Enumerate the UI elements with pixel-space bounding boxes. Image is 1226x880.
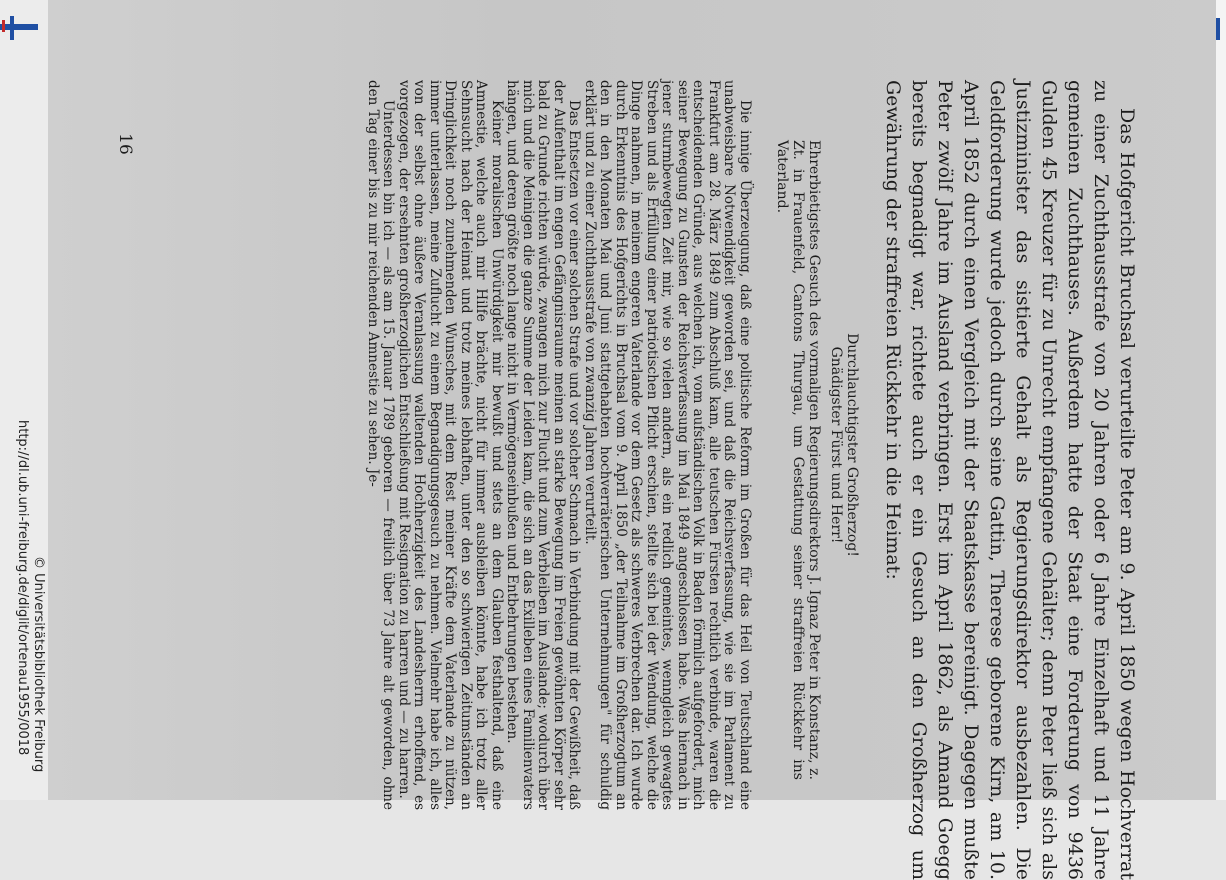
petition-address: Ehrerbietigstes Gesuch des vormaligen Regierungsdirektors J. Ignaz Peter in Konstanz, z. Zt. in Frauenfeld, Cantons Thurgau, um Gestattung seiner straffreien Rückkehr ins Vaterland. bbox=[774, 140, 822, 780]
side-annotation bbox=[0, 0, 48, 800]
copyright-notice: © Universitätsbibliothek Freiburg bbox=[31, 556, 46, 773]
greeting-line-1: Durchlauchtigster Großherzog! bbox=[844, 333, 860, 557]
petition-quote bbox=[365, 80, 753, 880]
quote-paragraph-4: Unterdessen bin ich — als am 15. Januar 1789 geboren — freilich über 73 Jahre alt geworden, ohne den Tag einer bis zu mir reichenden Amnestie zu sehen. Je- bbox=[365, 80, 397, 810]
source-url[interactable]: http://dl.ub.uni-freiburg.de/diglit/ortenau1955/0018 bbox=[15, 420, 30, 756]
rotated-page-content bbox=[74, 80, 1140, 880]
quote-paragraph-2: Das Entsetzen vor einer solchen Strafe und vor solcher Schmach in Verbindung mit der Gewißheit, daß der Aufenthalt im engen Gefängnisraume meinen an starke Bewegung im Freien gewöhnten Körper sehr bald zu Grunde richten würde, zwangen mich zur Flucht und zum Verbleiben im Auslande; wodurch über mich und die Meinigen die ganze Summe der Leiden kam, die sich an das Exilleben eines Familienvaters hängen, und deren größte noch lange nicht in Vermögenseinbußen und Entbehrungen bestehen. bbox=[504, 80, 583, 810]
main-paragraph: Das Hofgericht Bruchsal verurteilte Peter am 9. April 1850 wegen Hochverrat zu einer Zuchthausstrafe von 20 Jahren oder 6 Jahre Einzelhaft und 11 Jahre gemeinen Zuchthauses. Außerdem hatte der Staat eine Forderung von 9436 Gulden 45 Kreuzer für zu Unrecht empfangene Gehälter; denn Peter ließ sich als Justizminister das sistierte Gehalt als Regierungsdirektor ausbezahlen. Die Geldforderung wurde jedoch durch seine Gattin, Therese geborene Kirn, am 10. April 1852 durch einen Vergleich mit der Staatskasse bereinigt. Dagegen mußte Peter zwölf Jahre im Ausland verbringen. Erst im April 1862, als Amand Goegg bereits begnadigt war, richtete auch er ein Gesuch an den Großherzog um Gewährung der straffreien Rückkehr in die Heimat: bbox=[882, 80, 1138, 880]
right-margin bbox=[1216, 0, 1226, 800]
library-logo-icon-right bbox=[1214, 18, 1222, 40]
quote-paragraph-3: Keiner moralischen Unwürdigkeit mir bewußt und stets an dem Glauben festhaltend, daß eine Amnestie, welche auch mir Hilfe brächte, nicht für immer ausbleiben könnte, habe ich trotz aller Sehnsucht nach der Heimat und trotz meines lebhaften, unter den so schwierigen Zeitumständen an Dringlichkeit noch zunehmenden Wunsches, mit dem Rest meiner Kräfte dem Vaterlande zu nützen, immer unterlassen, meine Zuflucht zu einem Begnadigungsgesuch zu nehmen. Vielmehr habe ich, alles von der selbst ohne äußere Veranlassung waltenden Hochherzigkeit des Landesherrn erhoffend, es vorgezogen, der ersehnten großherzoglichen Entschließung mit Resignation zu harren und — zu harren. bbox=[396, 80, 505, 810]
quote-paragraph-1: Die innige Überzeugung, daß eine politische Reform im Großen für das Heil von Teutschland eine unabweisbare Notwendigkeit geworden sei, und daß die Reichsverfassung, wie sie im Parlament zu Frankfurt am 28. März 1849 zum Abschluß kam, alle teutschen Fürsten rechtlich verbinde, waren die entscheidenden Gründe, aus welchen ich, vom aufständischen Volk in Baden förmlich aufgefordert, mich seiner Bewegung zu Gunsten der Reichsverfassung im Mai 1849 angeschlossen habe. Was hiernach in jener sturmbewegten Zeit mir, wie so vielen andern, als ein redlich gemeintes, wenngleich gewagtes Streben und als Erfüllung einer patriotischen Pflicht erschien, stellte sich bei der Wendung, welche die Dinge nahmen, in meinem engeren Vaterlande vor dem Gesetz als schweres Verbrechen dar. Ich wurde durch Erkenntnis des Hofgerichts in Bruchsal vom 9. April 1850 „der Teilnahme im Großherzogtum an den in den Monaten Mai und Juni stattgehabten hochverräterischen Unternehmungen" für schuldig erklärt und zu einer Zuchthausstrafe von zwanzig Jahren verurteilt. bbox=[582, 80, 753, 810]
greeting-line-2: Gnädigster Fürst und Herr! bbox=[828, 346, 844, 544]
page-number: 16 bbox=[114, 133, 135, 155]
